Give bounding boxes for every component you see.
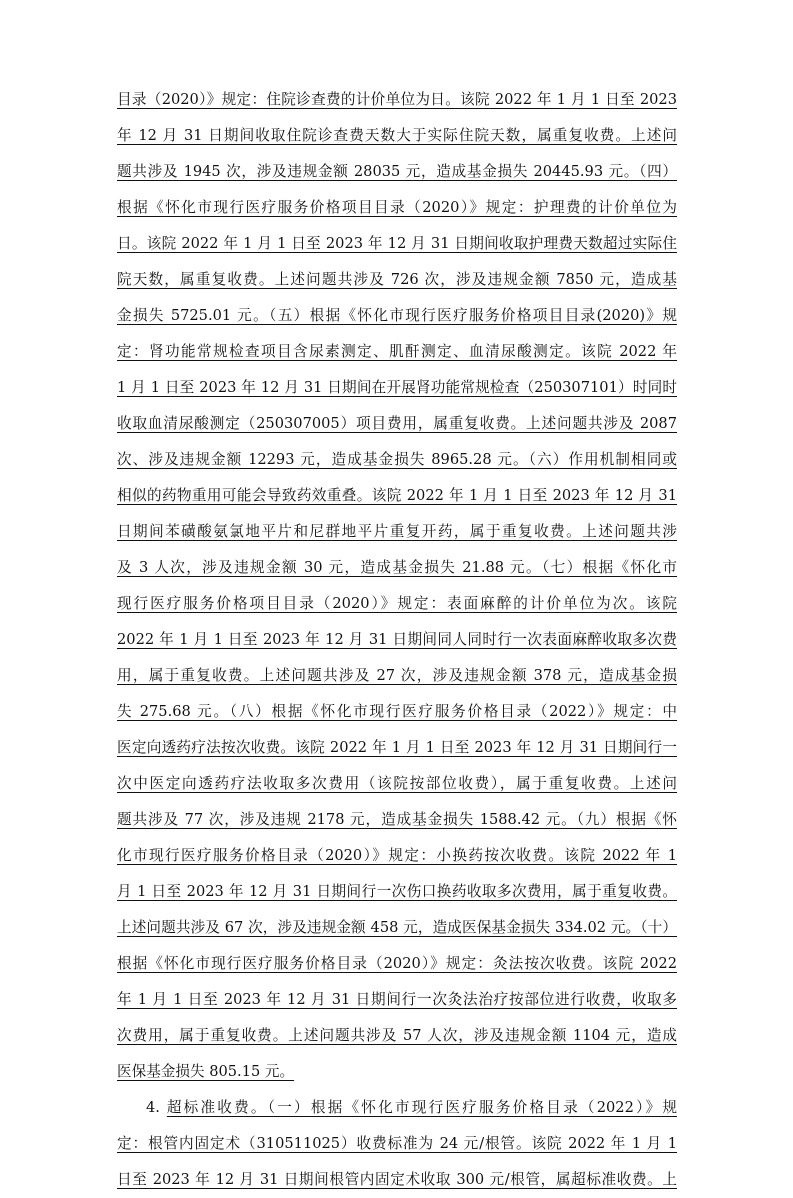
text-line: 题共涉及 1945 次，涉及违规金额 28035 元，造成基金损失 20445.93 元。（四） xyxy=(117,163,677,180)
text-line: 上述问题共涉及 67 次，涉及违规金额 458 元，造成医保基金损失 334.02 元。（十） xyxy=(117,919,677,936)
text-line: 次费用，属于重复收费。上述问题共涉及 57 人次，涉及违规金额 1104 元，造成 xyxy=(117,1027,677,1044)
text-line: 日至 2023 年 12 月 31 日期间根管内固定术收取 300 元/根管，属超标准收费。上 xyxy=(117,1171,677,1188)
text-line: 月 1 日至 2023 年 12 月 31 日期间行一次伤口换药收取多次费用，属于重复收费。 xyxy=(117,883,677,900)
text-line: 年 12 月 31 日期间收取住院诊查费天数大于实际住院天数，属重复收费。上述问 xyxy=(117,127,677,144)
text-line: 院天数，属重复收费。上述问题共涉及 726 次，涉及违规金额 7850 元，造成基 xyxy=(117,271,677,288)
text-line: 定：肾功能常规检查项目含尿素测定、肌酐测定、血清尿酸测定。该院 2022 年 xyxy=(117,343,677,360)
section-4-number: 4. xyxy=(146,1099,160,1116)
text-line: 金损失 5725.01 元。（五）根据《怀化市现行医疗服务价格项目目录(2020)》规 xyxy=(117,307,677,324)
text-line: 2022 年 1 月 1 日至 2023 年 12 月 31 日期间同人同时行一次表面麻醉收取多次费 xyxy=(117,631,677,648)
text-line: 收取血清尿酸测定（250307005）项目费用，属重复收费。上述问题共涉及 2087 xyxy=(117,415,677,432)
text-line: 1 月 1 日至 2023 年 12 月 31 日期间在开展肾功能常规检查（250307101）时同时 xyxy=(117,379,677,396)
text-line: 根据《怀化市现行医疗服务价格目录（2020）》规定：灸法按次收费。该院 2022 xyxy=(117,955,677,972)
section-4-heading-line xyxy=(117,1090,677,1126)
text-line: 年 1 月 1 日至 2023 年 12 月 31 日期间行一次灸法治疗按部位进行收费，收取多 xyxy=(117,991,677,1008)
text-line: 医定向透药疗法按次收费。该院 2022 年 1 月 1 日至 2023 年 12 月 31 日期间行一 xyxy=(117,739,677,756)
text-line: 现行医疗服务价格项目目录（2020）》规定：表面麻醉的计价单位为次。该院 xyxy=(117,595,677,612)
text-line: 次、涉及违规金额 12293 元，造成基金损失 8965.28 元。（六）作用机制相同或 xyxy=(117,451,677,468)
section-4-text: 超标准收费。（一）根据《怀化市现行医疗服务价格目录（2022）》规 xyxy=(166,1099,678,1116)
text-line: 题共涉及 77 次，涉及违规 2178 元，造成基金损失 1588.42 元。（九）根据《怀 xyxy=(117,811,677,828)
text-line: 医保基金损失 805.15 元。 xyxy=(117,1063,295,1080)
text-line: 相似的药物重用可能会导致药效重叠。该院 2022 年 1 月 1 日至 2023 年 12 月 31 xyxy=(117,487,677,504)
text-line: 日。该院 2022 年 1 月 1 日至 2023 年 12 月 31 日期间收取护理费天数超过实际住 xyxy=(117,235,677,252)
text-line: 根据《怀化市现行医疗服务价格项目目录（2020）》规定：护理费的计价单位为 xyxy=(117,199,677,216)
text-line: 化市现行医疗服务价格目录（2020）》规定：小换药按次收费。该院 2022 年 1 xyxy=(117,847,677,864)
text-line: 日期间苯磺酸氨氯地平片和尼群地平片重复开药，属于重复收费。上述问题共涉 xyxy=(117,523,677,540)
text-line: 次中医定向透药疗法收取多次费用（该院按部位收费），属于重复收费。上述问 xyxy=(117,775,677,792)
text-line: 失 275.68 元。（八）根据《怀化市现行医疗服务价格目录（2022）》规定：中 xyxy=(117,703,677,720)
text-line: 定：根管内固定术（310511025）收费标准为 24 元/根管。该院 2022 年 1 月 1 xyxy=(117,1135,677,1152)
text-line: 用，属于重复收费。上述问题共涉及 27 次，涉及违规金额 378 元，造成基金损 xyxy=(117,667,677,684)
text-line: 及 3 人次，涉及违规金额 30 元，造成基金损失 21.88 元。（七）根据《怀化市 xyxy=(117,559,677,576)
document-body xyxy=(117,82,677,1198)
text-line: 目录（2020）》规定：住院诊查费的计价单位为日。该院 2022 年 1 月 1 日至 2023 xyxy=(117,91,677,108)
